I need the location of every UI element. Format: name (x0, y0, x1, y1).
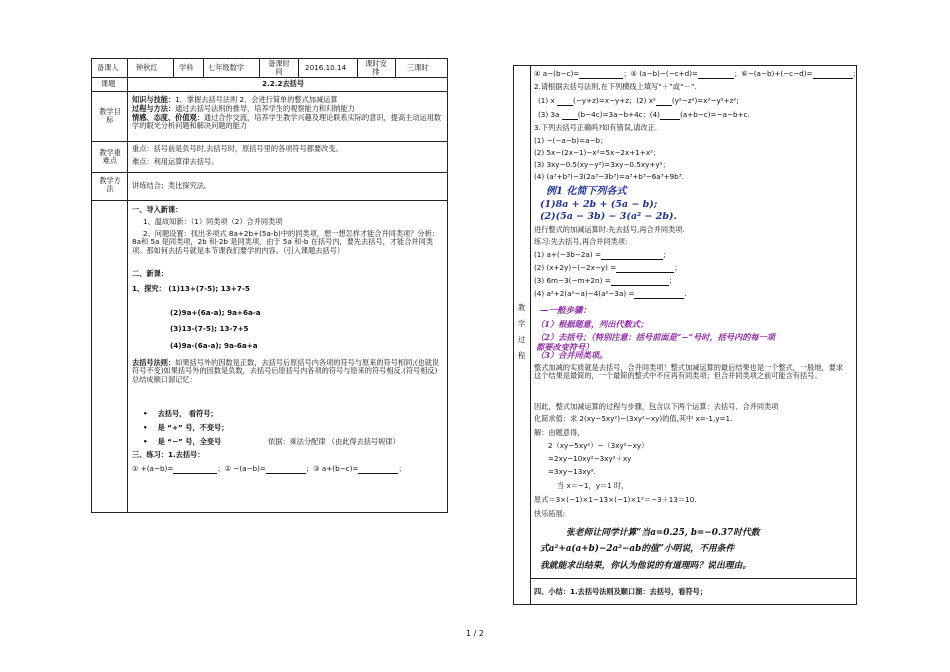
practice-item-2: (2) (x+2y)−(−2x−y) = ； (534, 263, 682, 272)
topic-title: 2.2.2去括号 (262, 79, 305, 88)
mnemonic-2: • 是 “+” 号，不变号； (143, 423, 229, 432)
goal-knowledge: 知识与技能：1．掌握去括号法则 2．会进行简单的整式加减运算 (132, 95, 338, 104)
goals-label: 教学目标 (99, 107, 121, 125)
rule-text: 去括号法则：如果括号外的因数是正数，去括号后原括号内各项的符号与原来的符号相同;(也就说符号不变)如果括号外的因数是负数，去括号后原括号内各项的符号与原来的符号相反.(符号相反) 总结成顺口溜记忆： (132, 358, 440, 384)
key-label: 教学重难点 (99, 148, 121, 166)
practice-item-4: (4) a²+2(a²−a)−4(a²−3a) = . (534, 289, 687, 298)
practice-item-3: (3) 6m−3(−m+2n) = ； (534, 276, 676, 285)
prep-label: 备课人 (97, 63, 119, 72)
process-label-4: 程 (518, 351, 526, 360)
explore-line2: (2)9a+(6a-a); 9a+6a-a (170, 308, 261, 317)
solution-line-2: 2（xy−5xy²）−（3xy²−xy） (548, 441, 649, 450)
schedule-label: 课时安排 (365, 59, 387, 77)
question-2-row2: (3) 3a (b−4c)=3a−b+4c；(4) (a+b−c)=−a−b+c. (538, 110, 750, 119)
goal-attitude: 情感、态度、价值观：通过合作交流，培养学生教学兴趣及理论联系实际的意识，提高主动运用数学的眼光分析问题和解决问题的能力 (132, 113, 442, 131)
expand-line-2: 式a²+a(a+b)−2a²−ab的值”小明说，不用条件 (540, 544, 735, 554)
method-label: 教学方法 (99, 176, 121, 194)
method-value: 讲练结合；类比探究法。 (132, 181, 212, 190)
summary-text-2: 因此，整式加减运算的过程与步骤，包含以下两个运算：去括号、合并同类项 (534, 402, 779, 411)
expand-line-1: 张老师让同学计算“当a=0.25, b=−0.37时代数 (566, 528, 760, 538)
question-3-item3: (3) 3xy−0.5(xy−y²)=3xy−0.5xy+y²； (534, 160, 670, 169)
solution-line-6: 原式＝3×(−1)×1−13×(−1)×1²＝−3＋13＝10. (534, 495, 697, 504)
question-3: 3.下列去括号正确吗?如有错误,请改正. (534, 123, 658, 132)
explore-line3: (3)13-(7-5); 13-7+5 (170, 324, 249, 333)
review-line: 1、温故知新：（1）同类项（2）合并同类项 (143, 217, 283, 226)
solution-line-4: =3xy−13xy². (548, 467, 596, 476)
step-1: （1）根据题意，列出代数式； (536, 319, 649, 329)
section-intro-title: 一、导入新课： (132, 205, 183, 214)
practice-items: ① +(a−b)= ；② −(a−b)= ；③ a+(b−c)= ； (132, 464, 406, 473)
process-label-2: 学 (518, 319, 526, 328)
schedule-value: 三课时 (407, 63, 429, 72)
final-summary: 四、小结：1.去括号法则及顺口溜：去括号，看符号； (534, 587, 708, 596)
step-2: （2）去括号；（特别注意：括号前面是“−”号时，括号内的每一项都要改变符号） (536, 332, 775, 352)
page-number: 1 / 2 (466, 629, 484, 638)
question-3-item2: (2) 5x−(2x−1)−x²=5x−2x+1+x²； (534, 148, 661, 157)
summary-text: 整式加减的实质就是去括号，合并同类项！整式加减运算的最后结果也是一个整式，一般地，要求这个结果是最简的，一个最简的整式中不应再有同类项；但合并同类项之前可能含有括号。 (534, 363, 844, 381)
explore-line4: (4)9a-(6a-a); 9a-6a+a (170, 341, 258, 350)
example-item-2: (2)(5a − 3b) − 3(a² − 2b). (540, 211, 677, 222)
example-item-1: (1)8a + 2b + (5a − b); (540, 199, 658, 210)
question-3-item4: (4) (a³+b³)−3(2a³−3b³)=a³+b³−6a³+9b³. (534, 172, 684, 181)
difficult-point: 难点：利用运算律去括号。 (132, 157, 219, 166)
problem-setting: 2、问题设置：找出多项式 8a+2b+(5a-b)中的同类项，想一想怎样才能合并同类项？分析：8a和 5a 是同类项，2b 和-2b 是同类项，由于 5a 和-b 在括号内，要先去括号，才能合并同类项。那如何去括号就是本节课我们要学的内容。（引入课题去括号） (132, 229, 439, 255)
solution-line-3: =2xy−10xy²−3xy²＋xy (548, 454, 632, 463)
basis-text: 依据：乘法分配律 （由此得去括号规律） (268, 437, 400, 446)
solution-line-1: 解：由题意得， (534, 428, 585, 437)
question-2: 2.请根据去括号法则,在下列横线上填写“＋”或“－”. (534, 82, 697, 91)
goal-process: 过程与方法：通过去括号法则的推导，培养学生的观察能力和归纳能力 (132, 104, 355, 113)
step-3: （3）合并同类项。 (536, 350, 608, 360)
after-example: 进行整式的加减运算时:先去括号,再合并同类项. (534, 225, 685, 234)
key-point: 重点：括号前是负号时,去括号时，原括号里的各项符号都要改变。 (132, 144, 343, 153)
practice-title: 练习:先去括号,再合并同类项: (534, 237, 628, 246)
prep-name: 钟秋红 (136, 63, 158, 72)
explore-line1: 1、探究： (1)13+(7-5); 13+7-5 (132, 284, 250, 293)
steps-title: —一般步骤： (540, 306, 592, 316)
topic-label: 课题 (101, 79, 116, 88)
subject-value: 七年级数学 (208, 63, 244, 72)
section-practice-title: 三、练习：1.去括号： (132, 450, 205, 459)
section-new-title: 二、新课： (132, 269, 168, 278)
solution-line-5: 当 x＝−1，y＝1 时， (557, 481, 629, 490)
subject-label: 学科 (179, 63, 194, 72)
practice-item-1: (1) a+(−3b−2a) = ； (534, 250, 671, 259)
practice-continued: ④ a−(b−c)= ；⑤ (a−b)−(−c+d)= ；⑥−(a−b)+(−c−d)= ； (534, 69, 860, 78)
date-value: 2016.10.14 (305, 63, 347, 72)
time-label: 备课时间 (268, 59, 290, 77)
evaluate-question: 化简求值：求 2(xy−5xy²)−(3xy²−xy)的值,其中 x=-1,y=1. (534, 414, 733, 423)
expand-line-3: 我就能求出结果，你认为他说的有道理吗？说出理由。 (540, 561, 752, 571)
mnemonic-1: • 去括号， 看符号； (143, 409, 218, 418)
process-label-3: 过 (518, 335, 526, 344)
mnemonic-3: • 是 “−” 号，全变号 (143, 437, 222, 446)
example-title: 例1 化简下列各式 (546, 186, 627, 197)
question-2-row1: (1) x (−y+z)=x−y+z；(2) x² (y²−z²)=x²−y²+z²; (538, 96, 739, 105)
question-3-item1: (1) −(−a−b)=a−b； (534, 136, 608, 145)
process-label-1: 教 (518, 303, 526, 312)
expand-title: 快乐拓展: (534, 509, 566, 518)
